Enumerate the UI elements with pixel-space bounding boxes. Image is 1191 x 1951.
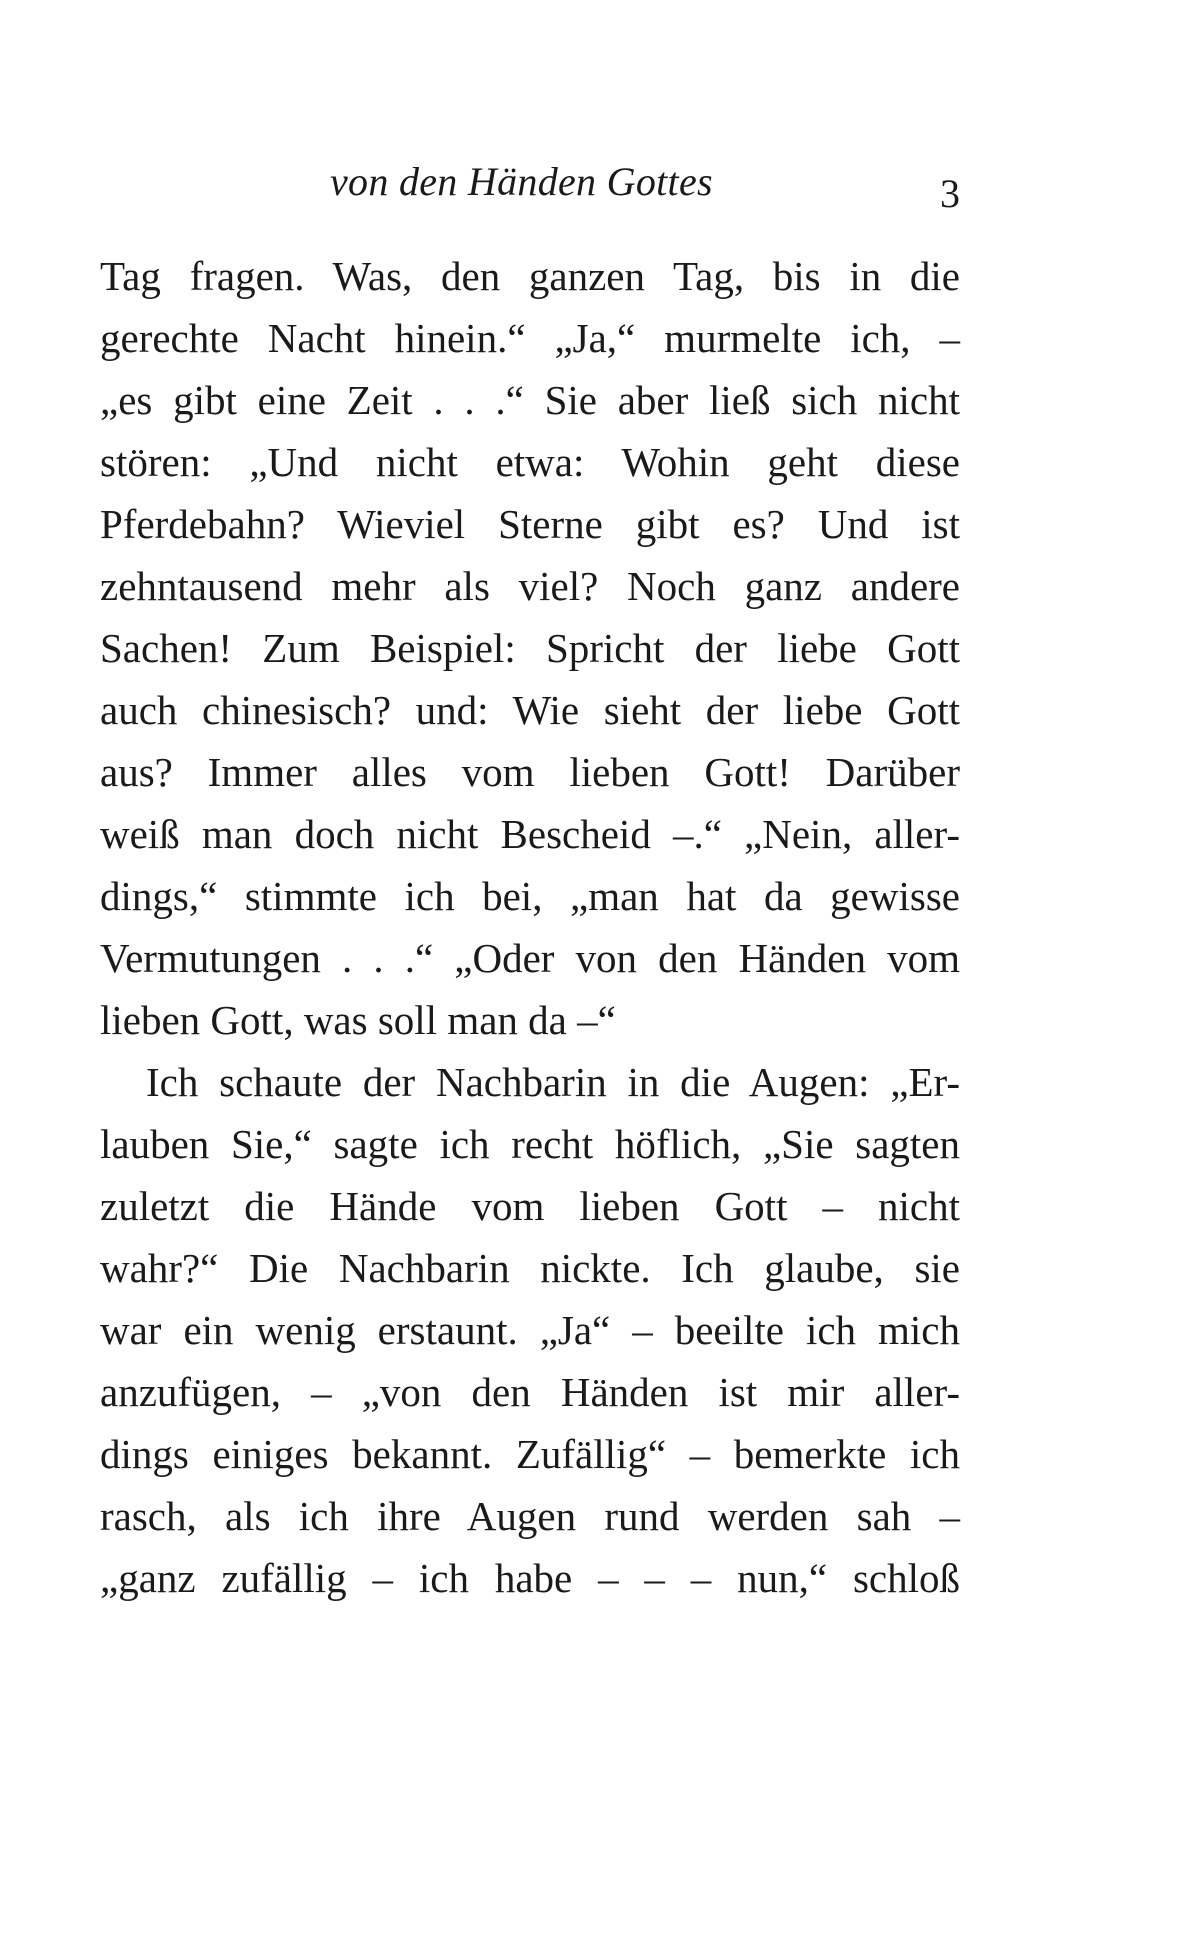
text-line: Vermutungen . . .“ „Oder von den Händen vom (100, 935, 960, 981)
text-line: aus? Immer alles vom lieben Gott! Darüber (100, 749, 960, 795)
paragraph-end-line: lieben Gott, was soll man da –“ (100, 997, 616, 1043)
page-number: 3 (940, 171, 960, 216)
paragraph-start-line: Ich schaute der Nachbarin in die Augen: „Er- (146, 1059, 960, 1105)
text-line: weiß man doch nicht Bescheid –.“ „Nein, aller- (100, 811, 960, 857)
page-header (100, 158, 960, 218)
text-line: Pferdebahn? Wieviel Sterne gibt es? Und ist (100, 501, 960, 547)
text-line: zehntausend mehr als viel? Noch ganz andere (100, 563, 960, 609)
body-text (100, 245, 960, 1609)
text-line: anzufügen, – „von den Händen ist mir aller- (100, 1369, 960, 1415)
text-line: „ganz zufällig – ich habe – – – nun,“ schloß (100, 1555, 960, 1601)
text-line: dings einiges bekannt. Zufällig“ – bemerkte ich (100, 1431, 960, 1477)
text-line: zuletzt die Hände vom lieben Gott – nicht (100, 1183, 960, 1229)
text-line: lauben Sie,“ sagte ich recht höflich, „Sie sagten (100, 1121, 960, 1167)
text-line: auch chinesisch? und: Wie sieht der liebe Gott (100, 687, 960, 733)
text-line: wahr?“ Die Nachbarin nickte. Ich glaube, sie (100, 1245, 960, 1291)
text-line: stören: „Und nicht etwa: Wohin geht diese (100, 439, 960, 485)
text-line: dings,“ stimmte ich bei, „man hat da gewisse (100, 873, 960, 919)
text-line: rasch, als ich ihre Augen rund werden sah – (100, 1493, 960, 1539)
text-line: „es gibt eine Zeit . . .“ Sie aber ließ sich nicht (100, 377, 960, 423)
text-line: Sachen! Zum Beispiel: Spricht der liebe Gott (100, 625, 960, 671)
text-line: gerechte Nacht hinein.“ „Ja,“ murmelte ich, – (100, 315, 960, 361)
text-line: war ein wenig erstaunt. „Ja“ – beeilte ich mich (100, 1307, 960, 1353)
text-line: Tag fragen. Was, den ganzen Tag, bis in die (100, 253, 960, 299)
running-title: von den Händen Gottes (330, 159, 713, 204)
